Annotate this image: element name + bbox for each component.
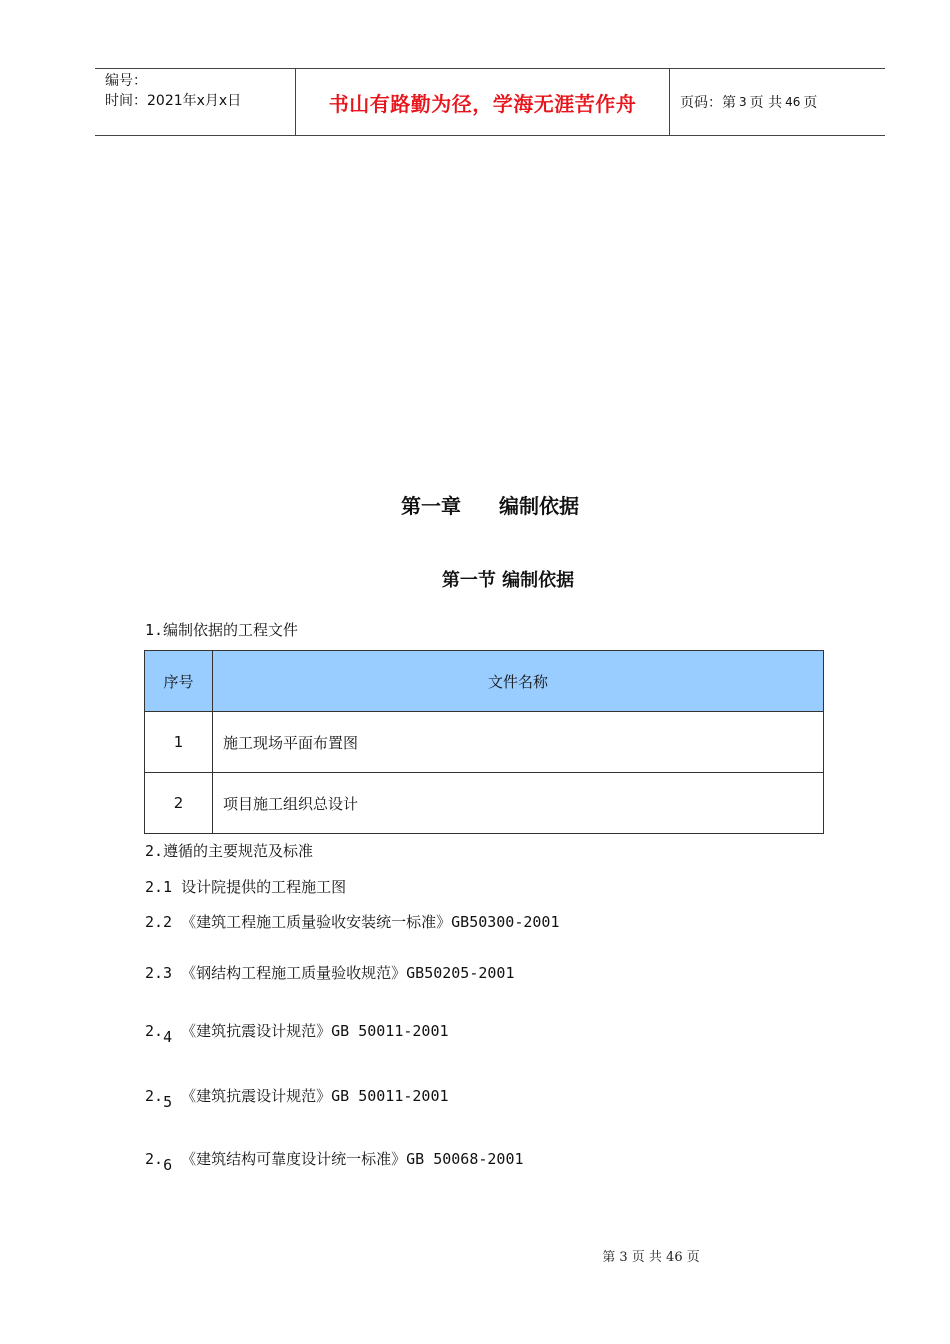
page-suffix: 页	[803, 95, 818, 111]
spec-text: 《建筑抗震设计规范》GB 50011-2001	[181, 1087, 449, 1105]
row-filename: 项目施工组织总设计	[213, 773, 824, 834]
spec-text: 《建筑结构可靠度设计统一标准》GB 50068-2001	[181, 1150, 524, 1168]
page-footer: 第 3 页 共 46 页	[602, 1250, 700, 1265]
doc-number-label: 编号：	[105, 73, 147, 89]
spec-number: 2.2	[145, 913, 173, 931]
page-prefix: 页码：第	[680, 95, 736, 111]
page-total: 46	[785, 95, 801, 109]
table-row	[145, 773, 824, 834]
header-page-info	[670, 69, 885, 135]
header-meta	[95, 69, 296, 135]
files-table	[144, 650, 824, 834]
header-filename: 文件名称	[213, 651, 824, 712]
header-serial: 序号	[145, 651, 213, 712]
chapter-prefix: 第一章	[401, 494, 461, 518]
row-number: 2	[145, 773, 213, 834]
spec-text: 《钢结构工程施工质量验收规范》GB50205-2001	[181, 964, 515, 982]
spec-item	[145, 1148, 524, 1174]
row-filename: 施工现场平面布置图	[213, 712, 824, 773]
row-number: 1	[145, 712, 213, 773]
doc-time-label: 时间：2021年x月x日	[105, 93, 242, 109]
section-title: 第一节 编制依据	[441, 570, 575, 591]
spec-number: 2.4	[145, 1022, 173, 1046]
spec-text: 《建筑工程施工质量验收安装统一标准》GB50300-2001	[181, 913, 560, 931]
spec-text: 《建筑抗震设计规范》GB 50011-2001	[181, 1022, 449, 1040]
spec-item	[145, 962, 515, 983]
spec-item	[145, 911, 560, 932]
spec-number: 2.5	[145, 1087, 173, 1111]
chapter-name: 编制依据	[499, 494, 579, 518]
spec-item	[145, 1085, 449, 1111]
spec-text: 设计院提供的工程施工图	[172, 878, 347, 896]
spec-number: 2.6	[145, 1150, 173, 1174]
header-motto: 书山有路勤为径，学海无涯苦作舟	[296, 69, 670, 135]
spec-item	[145, 1020, 449, 1046]
chapter-title	[0, 490, 950, 519]
spec-item	[145, 876, 346, 897]
table-header-row	[145, 651, 824, 712]
item-2-heading: 2.遵循的主要规范及标准	[145, 842, 314, 860]
page-header	[95, 68, 885, 136]
table-row	[145, 712, 824, 773]
page-current: 3	[739, 95, 747, 109]
page-mid: 页 共	[749, 95, 783, 111]
spec-number: 2.1	[145, 878, 173, 896]
item-1-heading: 1.编制依据的工程文件	[145, 621, 299, 639]
spec-number: 2.3	[145, 964, 173, 982]
